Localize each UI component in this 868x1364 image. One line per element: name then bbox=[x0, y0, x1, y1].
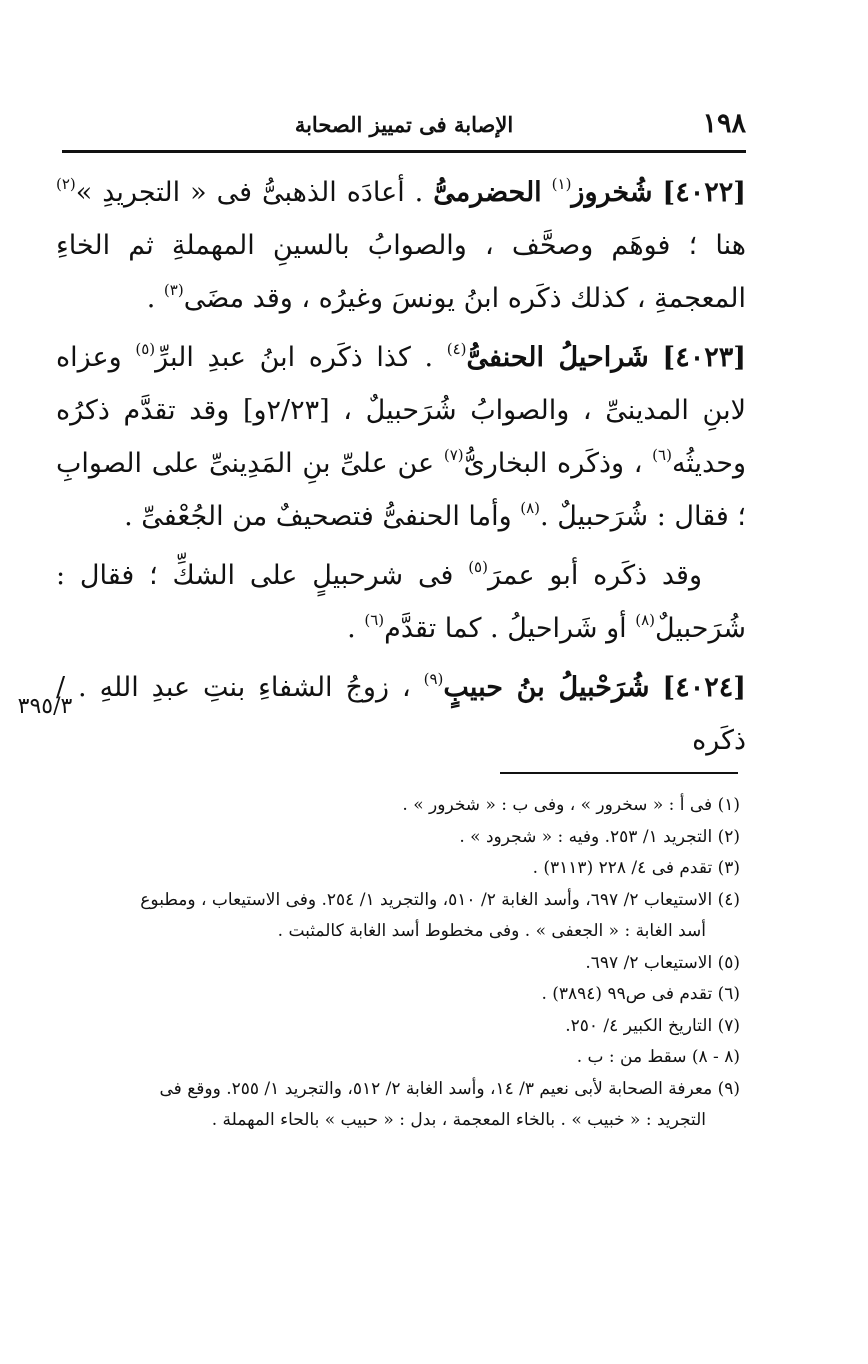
page-number: ١٩٨ bbox=[702, 108, 746, 139]
margin-volume-reference: ٣٩٥/٣ bbox=[17, 694, 73, 719]
main-text bbox=[56, 166, 746, 773]
entry-text: ، زوجُ الشفاءِ بنتِ عبدِ اللهِ . /ذكَره bbox=[56, 672, 746, 756]
entry-text: . bbox=[347, 613, 356, 644]
page-header bbox=[62, 104, 746, 144]
entry-text: وأما الحنفىُّ فتصحيفٌ من الجُعْفىِّ . bbox=[124, 501, 512, 532]
footnote: (٥) الاستيعاب ٢/ ٦٩٧. bbox=[585, 952, 740, 973]
footnote-ref: (٩) bbox=[423, 670, 444, 688]
footnote: (١) فى أ : « سخرور » ، وفى ب : « شخرور » . bbox=[402, 795, 740, 815]
footnote: (٢) التجريد ١/ ٢٥٣. وفيه : « شجرود » . bbox=[459, 826, 740, 847]
entry-name: شُخروز bbox=[571, 177, 653, 208]
entry-name: شَراحيلُ الحنفىُّ bbox=[466, 342, 649, 373]
entry-text: أو شَراحيلُ . كما تقدَّم bbox=[384, 613, 627, 644]
footnote: (٧) التاريخ الكبير ٤/ ٢٥٠. bbox=[565, 1015, 740, 1036]
footnote: (٣) تقدم فى ٤/ ٢٢٨ (٣١١٣) . bbox=[532, 858, 740, 878]
footnote-ref: (٢) bbox=[56, 175, 76, 193]
footnote-ref: (٦) bbox=[364, 611, 385, 629]
footnote-ref: (٨) bbox=[635, 611, 656, 629]
entry-text: وعزاه لابنِ المدينىِّ ، والصوابُ شُرَحبيلٌ ، [٢/٢٣و] وقد تقدَّم ذكرُه وحديثُه bbox=[56, 342, 746, 479]
footnote-ref: (٥) bbox=[468, 558, 488, 576]
footnotes bbox=[56, 790, 740, 1137]
entry-name: شُرَحْبيلُ بنُ حبيبٍ bbox=[443, 672, 650, 703]
entry-number: [٤٠٢٤] bbox=[662, 672, 746, 703]
entry-4023-continuation bbox=[56, 549, 746, 655]
entry-text: فى شرحبيلٍ على الشكِّ ؛ فقال : شُرَحبيلٌ bbox=[56, 560, 746, 644]
entry-number: [٤٠٢٣] bbox=[662, 342, 746, 373]
footnote: (٤) الاستيعاب ٢/ ٦٩٧، وأسد الغابة ٢/ ٥١٠، والتجريد ١/ ٢٥٤. وفى الاستيعاب ، ومطبوع bbox=[140, 889, 740, 910]
footnote-ref: (٦) bbox=[652, 446, 672, 464]
footnote-ref: (١) bbox=[551, 175, 572, 193]
entry-text: . كذا ذكَره ابنُ عبدِ البرِّ bbox=[155, 342, 434, 373]
entry-4022 bbox=[56, 166, 746, 325]
footnote: (٦) تقدم فى ص٩٩ (٣٨٩٤) . bbox=[541, 984, 740, 1004]
running-title: الإصابة فى تمييز الصحابة bbox=[294, 112, 514, 137]
footnote-ref: (٥) bbox=[135, 340, 156, 358]
entry-text: هنا ؛ فوهَم وصحَّف ، والصوابُ بالسينِ المهملةِ ثم الخاءِ المعجمةِ ، كذلك ذكَره ابنُ يونسَ وغيرُه ، وقد مضَى bbox=[56, 230, 746, 314]
entry-4024 bbox=[56, 661, 746, 767]
footnote: (٨ - ٨) سقط من : ب . bbox=[576, 1047, 740, 1067]
entry-text: . أعادَه الذهبىُّ فى « التجريدِ » bbox=[75, 177, 424, 208]
entry-text: وقد ذكَره أبو عمرَ bbox=[487, 560, 702, 591]
footnote-continuation: أسد الغابة : « الجعفى » . وفى مخطوط أسد الغابة كالمثبت . bbox=[277, 921, 706, 941]
footnote-ref: (٤) bbox=[446, 340, 467, 358]
footnote-rule bbox=[500, 772, 738, 774]
footnote-ref: (٨) bbox=[520, 499, 541, 517]
entry-text: عن علىِّ بنِ المَدِينىِّ على الصوابِ ؛ فقال : شُرَحبيلٌ . bbox=[56, 448, 746, 532]
footnote-ref: (٣) bbox=[163, 281, 184, 299]
entry-nisba: الحضرمىُّ bbox=[433, 177, 542, 208]
entry-text: ، وذكَره البخارىُّ bbox=[463, 448, 643, 479]
entry-text: . bbox=[146, 283, 156, 314]
footnote: (٩) معرفة الصحابة لأبى نعيم ٣/ ١٤، وأسد الغابة ٢/ ٥١٢، والتجريد ١/ ٢٥٥. ووقع فى bbox=[159, 1078, 740, 1099]
header-rule bbox=[62, 150, 746, 153]
footnote-continuation: التجريد : « خبيب » . بالخاء المعجمة ، بدل : « حبيب » بالحاء المهملة . bbox=[211, 1110, 706, 1130]
entry-number: [٤٠٢٢] bbox=[662, 177, 746, 208]
entry-4023 bbox=[56, 331, 746, 543]
footnote-ref: (٧) bbox=[443, 446, 464, 464]
